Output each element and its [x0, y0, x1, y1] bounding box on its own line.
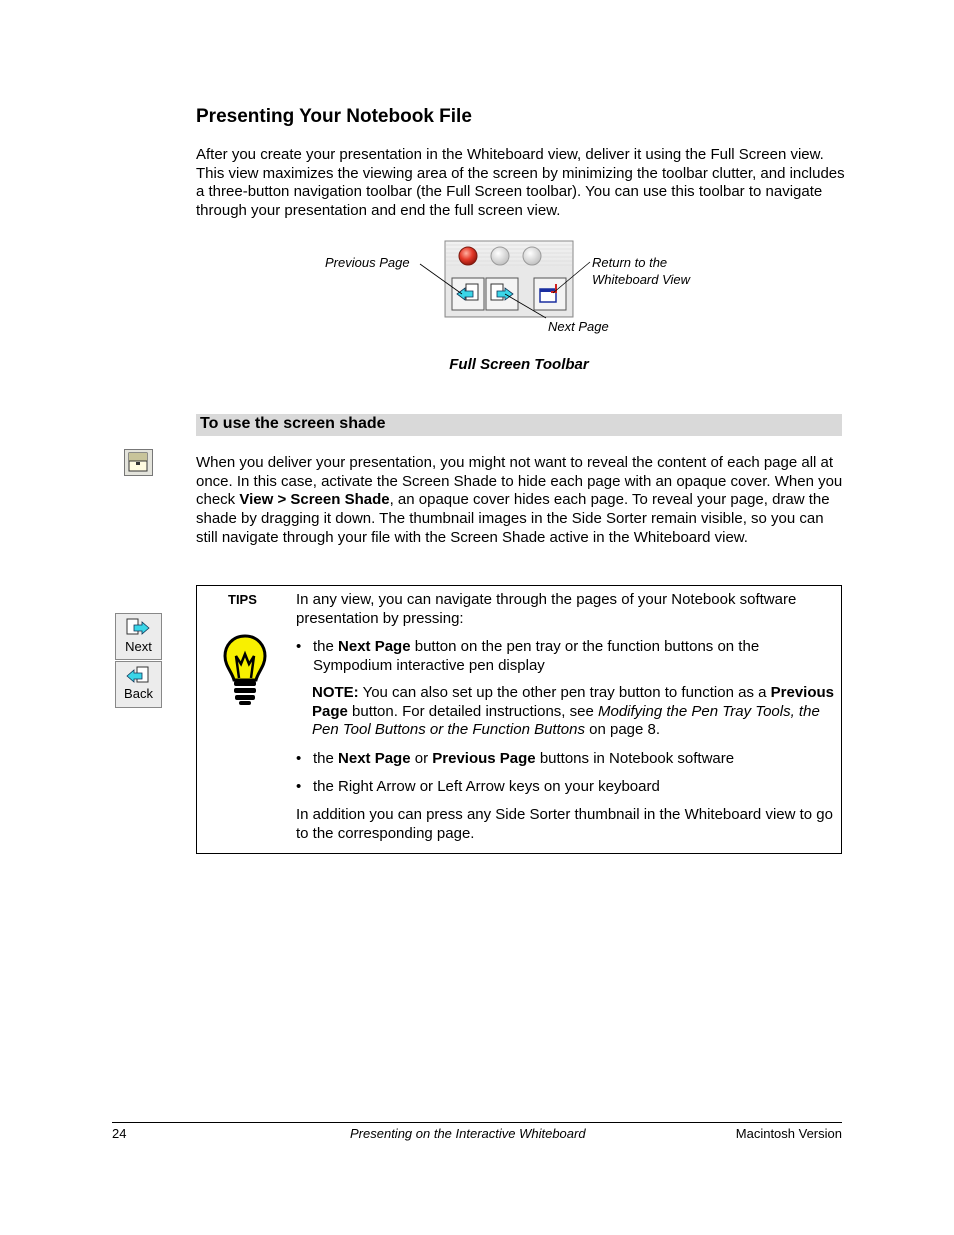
subsection-bar	[196, 414, 842, 436]
previous-page-icon	[452, 278, 484, 310]
next-button-label: Next	[125, 639, 152, 654]
screen-shade-paragraph: When you deliver your presentation, you might not want to reveal the content of each page all at once. In this case, activate the Screen Shade to hide each page with an opaque cover. When you check View > Screen Shade, an opaque cover hides each page. To reveal your page, draw the shade by dragging it down. The thumbnail images in the Side Sorter remain visible, so you can still navigate through your file with the Screen Shade active in the Whiteboard view.	[196, 454, 843, 546]
label-return-whiteboard: Return to the Whiteboard View	[592, 255, 691, 287]
zoom-window-icon	[523, 247, 541, 265]
tips-bullet-2: • the Next Page or Previous Page buttons in Notebook software	[296, 750, 735, 767]
footer-rule	[112, 1122, 842, 1123]
lightbulb-icon	[222, 634, 268, 706]
subsection-title: To use the screen shade	[200, 415, 386, 432]
tips-bullet-1: • the Next Page button on the pen tray or the function buttons on the Sympodium interactive pen display	[296, 638, 760, 674]
footer-title: Presenting on the Interactive Whiteboard	[350, 1126, 586, 1141]
tips-bullet-3: • the Right Arrow or Left Arrow keys on your keyboard	[296, 778, 660, 795]
figure-caption: Full Screen Toolbar	[449, 356, 589, 373]
next-page-icon	[486, 278, 518, 310]
minimize-window-icon	[491, 247, 509, 265]
full-screen-toolbar	[410, 236, 600, 336]
tips-note: NOTE: You can also set up the other pen tray button to function as a Previous Page button. For detailed instructions, see Modifying the Pen Tray Tools, the Pen Tool Buttons or the Function Buttons on page 8.	[312, 684, 835, 739]
intro-paragraph: After you create your presentation in the Whiteboard view, deliver it using the Full Screen view. This view maximizes the viewing area of the screen by minimizing the toolbar clutter, and includes a three-button navigation toolbar (the Full Screen toolbar). You can use this toolbar to navigate through your presentation and end the full screen view.	[196, 146, 845, 220]
page-number: 24	[112, 1126, 127, 1141]
tips-label: TIPS	[228, 592, 257, 607]
return-whiteboard-icon	[534, 278, 566, 310]
label-next-page: Next Page	[548, 319, 609, 334]
label-previous-page: Previous Page	[325, 255, 410, 270]
close-window-icon	[459, 247, 477, 265]
back-button-label: Back	[124, 686, 153, 701]
screen-shade-icon	[124, 449, 154, 477]
menu-path: View > Screen Shade	[239, 491, 390, 509]
tips-intro: In any view, you can navigate through the pages of your Notebook software presentation by pressing:	[296, 591, 797, 627]
footer-version: Macintosh Version	[735, 1126, 842, 1141]
tips-outro: In addition you can press any Side Sorter thumbnail in the Whiteboard view to go to the corresponding page.	[296, 806, 833, 842]
pen-tray-buttons	[115, 613, 162, 708]
section-title: Presenting Your Notebook File	[196, 106, 472, 127]
